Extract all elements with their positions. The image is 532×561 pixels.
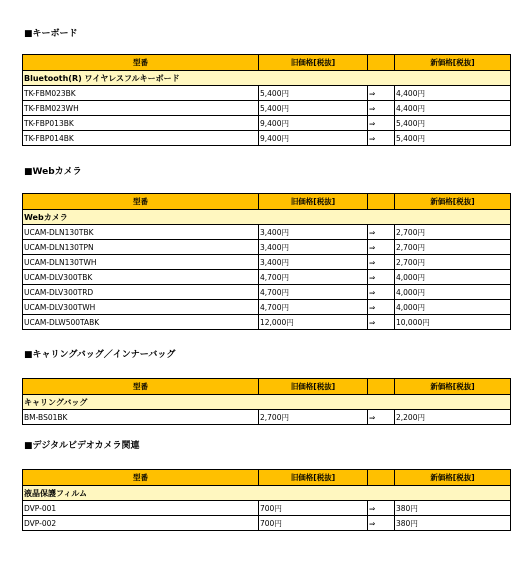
- new-price-cell: 2,200円: [395, 410, 511, 425]
- table-header-row: [23, 379, 511, 395]
- header-old-price: 旧価格[税抜]: [259, 194, 368, 210]
- model-cell: UCAM-DLW500TABK: [23, 315, 259, 330]
- price-table-keyboard: [22, 54, 511, 146]
- new-price-cell: 2,700円: [395, 225, 511, 240]
- arrow-cell: ⇒: [368, 285, 395, 300]
- arrow-cell: ⇒: [368, 410, 395, 425]
- old-price-cell: 4,700円: [259, 300, 368, 315]
- table-header-row: [23, 55, 511, 71]
- model-cell: TK-FBP014BK: [23, 131, 259, 146]
- header-arrow-col: [368, 470, 395, 486]
- header-arrow-col: [368, 55, 395, 71]
- model-cell: TK-FBP013BK: [23, 116, 259, 131]
- new-price-cell: 4,000円: [395, 270, 511, 285]
- new-price-cell: 4,400円: [395, 101, 511, 116]
- old-price-cell: 4,700円: [259, 270, 368, 285]
- header-model: 型番: [23, 55, 259, 71]
- model-cell: UCAM-DLN130TWH: [23, 255, 259, 270]
- model-cell: TK-FBM023WH: [23, 101, 259, 116]
- header-arrow-col: [368, 194, 395, 210]
- old-price-cell: 700円: [259, 516, 368, 531]
- category-label: Bluetooth(R) ワイヤレスフルキーボード: [23, 71, 511, 86]
- header-old-price: 旧価格[税抜]: [259, 55, 368, 71]
- category-label: Webカメラ: [23, 210, 511, 225]
- table-row: [23, 501, 511, 516]
- arrow-cell: ⇒: [368, 255, 395, 270]
- new-price-cell: 5,400円: [395, 116, 511, 131]
- price-table-video-camera: [22, 469, 511, 531]
- old-price-cell: 3,400円: [259, 255, 368, 270]
- model-cell: BM-BS01BK: [23, 410, 259, 425]
- table-row: [23, 285, 511, 300]
- table-row: [23, 116, 511, 131]
- new-price-cell: 4,000円: [395, 300, 511, 315]
- table-row: [23, 300, 511, 315]
- old-price-cell: 9,400円: [259, 116, 368, 131]
- category-row: [23, 486, 511, 501]
- header-new-price: 新価格[税抜]: [395, 55, 511, 71]
- header-model: 型番: [23, 194, 259, 210]
- table-row: [23, 270, 511, 285]
- arrow-cell: ⇒: [368, 101, 395, 116]
- old-price-cell: 5,400円: [259, 86, 368, 101]
- table-row: [23, 410, 511, 425]
- table-row: [23, 86, 511, 101]
- old-price-cell: 700円: [259, 501, 368, 516]
- section-heading-webcam: ■Webカメラ: [24, 167, 82, 177]
- arrow-cell: ⇒: [368, 116, 395, 131]
- model-cell: DVP-002: [23, 516, 259, 531]
- model-cell: UCAM-DLV300TWH: [23, 300, 259, 315]
- arrow-cell: ⇒: [368, 225, 395, 240]
- old-price-cell: 9,400円: [259, 131, 368, 146]
- section-heading-carrying-bag: ■キャリングバッグ／インナーバッグ: [24, 350, 176, 360]
- table-row: [23, 225, 511, 240]
- new-price-cell: 2,700円: [395, 240, 511, 255]
- table-row: [23, 516, 511, 531]
- section-heading-video-camera: ■デジタルビデオカメラ関連: [24, 441, 140, 451]
- new-price-cell: 380円: [395, 501, 511, 516]
- table-row: [23, 101, 511, 116]
- header-arrow-col: [368, 379, 395, 395]
- header-old-price: 旧価格[税抜]: [259, 379, 368, 395]
- header-new-price: 新価格[税抜]: [395, 379, 511, 395]
- header-model: 型番: [23, 379, 259, 395]
- category-row: [23, 71, 511, 86]
- new-price-cell: 380円: [395, 516, 511, 531]
- arrow-cell: ⇒: [368, 131, 395, 146]
- old-price-cell: 3,400円: [259, 240, 368, 255]
- section-heading-keyboard: ■キーボード: [24, 29, 78, 39]
- old-price-cell: 12,000円: [259, 315, 368, 330]
- arrow-cell: ⇒: [368, 516, 395, 531]
- category-label: キャリングバッグ: [23, 395, 511, 410]
- model-cell: UCAM-DLV300TBK: [23, 270, 259, 285]
- category-row: [23, 395, 511, 410]
- old-price-cell: 3,400円: [259, 225, 368, 240]
- arrow-cell: ⇒: [368, 501, 395, 516]
- new-price-cell: 4,400円: [395, 86, 511, 101]
- table-row: [23, 240, 511, 255]
- model-cell: UCAM-DLN130TBK: [23, 225, 259, 240]
- category-label: 液晶保護フィルム: [23, 486, 511, 501]
- header-new-price: 新価格[税抜]: [395, 194, 511, 210]
- new-price-cell: 10,000円: [395, 315, 511, 330]
- arrow-cell: ⇒: [368, 300, 395, 315]
- model-cell: UCAM-DLV300TRD: [23, 285, 259, 300]
- old-price-cell: 5,400円: [259, 101, 368, 116]
- new-price-cell: 4,000円: [395, 285, 511, 300]
- table-row: [23, 315, 511, 330]
- table-row: [23, 131, 511, 146]
- new-price-cell: 5,400円: [395, 131, 511, 146]
- category-row: [23, 210, 511, 225]
- arrow-cell: ⇒: [368, 86, 395, 101]
- header-model: 型番: [23, 470, 259, 486]
- header-new-price: 新価格[税抜]: [395, 470, 511, 486]
- price-table-webcam: [22, 193, 511, 330]
- arrow-cell: ⇒: [368, 270, 395, 285]
- header-old-price: 旧価格[税抜]: [259, 470, 368, 486]
- table-row: [23, 255, 511, 270]
- arrow-cell: ⇒: [368, 240, 395, 255]
- new-price-cell: 2,700円: [395, 255, 511, 270]
- model-cell: TK-FBM023BK: [23, 86, 259, 101]
- model-cell: UCAM-DLN130TPN: [23, 240, 259, 255]
- model-cell: DVP-001: [23, 501, 259, 516]
- arrow-cell: ⇒: [368, 315, 395, 330]
- table-header-row: [23, 194, 511, 210]
- old-price-cell: 4,700円: [259, 285, 368, 300]
- table-header-row: [23, 470, 511, 486]
- price-table-carrying-bag: [22, 378, 511, 425]
- old-price-cell: 2,700円: [259, 410, 368, 425]
